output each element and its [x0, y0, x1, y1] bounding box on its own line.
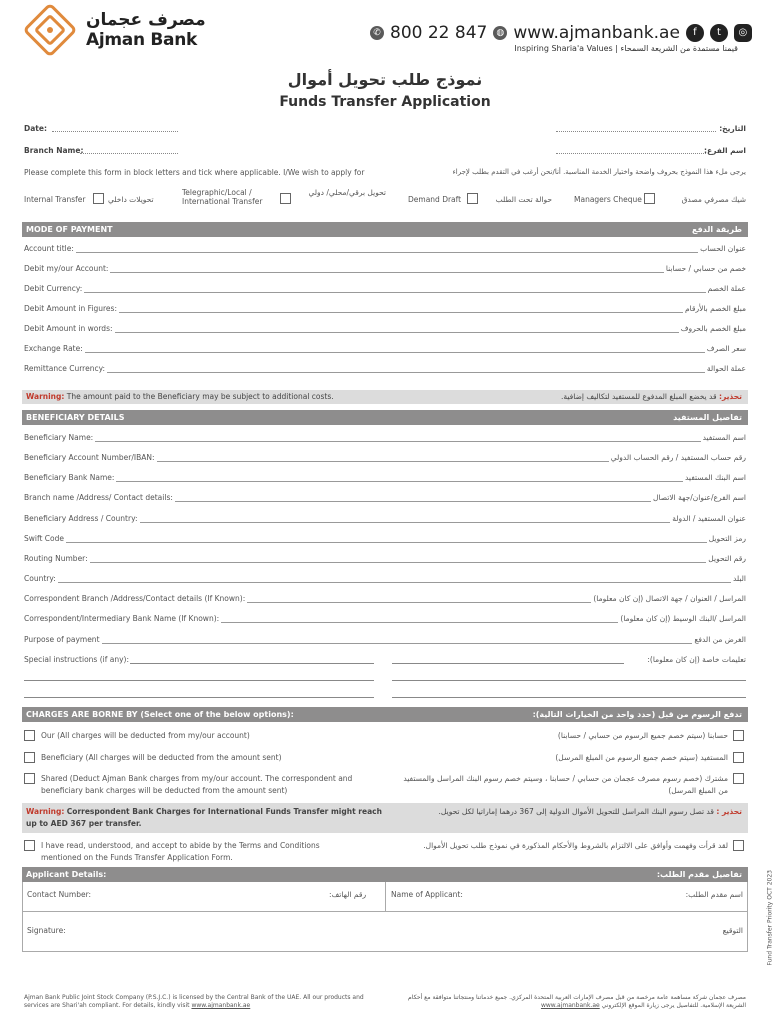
- facebook-icon[interactable]: f: [686, 24, 704, 42]
- charge-shared-label-ar: مشترك (خصم رسوم مصرف عجمان من حسابي / حسابنا ، وسيتم خصم رسوم البنك المراسل والمستفيد من المبلغ المرسل): [403, 774, 728, 795]
- phone-icon: ✆: [370, 26, 384, 40]
- option-cheque-label-ar: شيك مصرفي مصدق: [681, 195, 746, 204]
- special-instructions-label-ar: تعليمات خاصة (إن كان معلوما):: [647, 655, 746, 664]
- option-draft-label: Demand Draft: [408, 195, 462, 204]
- branch-field-ar[interactable]: [556, 146, 706, 154]
- instruction-en: Please complete this form in block letters and tick where applicable. I/We wish to apply for: [24, 168, 365, 177]
- field-beneficiary-address[interactable]: Beneficiary Address / Country: عنوان المستفيد / الدولة: [24, 514, 746, 523]
- field-remittance-currency[interactable]: Remittance Currency: عملة الحوالة: [24, 364, 746, 373]
- special-instructions-line-ar-1[interactable]: [392, 663, 624, 664]
- instagram-icon[interactable]: ◎: [734, 24, 752, 42]
- footer-en: Ajman Bank Public Joint Stock Company (P.S.J.C.) is licensed by the Central Bank of the UAE. All our products and services are Shari'ah compliant. For details, kindly visit www.ajmanbank.ae: [24, 994, 364, 1009]
- consent-label: I have read, understood, and accept to abide by the Terms and Conditions mentioned on the Funds Transfer Application Form.: [41, 841, 320, 862]
- signature-row[interactable]: [22, 912, 748, 952]
- logo-arabic: مصرف عجمان: [86, 10, 206, 30]
- twitter-icon[interactable]: t: [710, 24, 728, 42]
- consent-checkbox-ar[interactable]: [733, 840, 744, 851]
- charge-our-checkbox-ar[interactable]: [733, 730, 744, 741]
- consent-checkbox[interactable]: [24, 840, 35, 851]
- charge-beneficiary-checkbox[interactable]: [24, 752, 35, 763]
- charges-warning: Warning: Correspondent Bank Charges for International Funds Transfer might reach up to AED 367 per transfer. تحذير : قد تصل رسوم البنك المراسل للتحويل الأموال الدولية إلى 367 درهما إماراتيا لكل تحويل.: [22, 803, 748, 833]
- logo-mark-icon: [20, 10, 80, 50]
- website-link[interactable]: www.ajmanbank.ae: [513, 23, 680, 43]
- field-country[interactable]: Country: البلد: [24, 574, 746, 583]
- applicant-name-label-ar: اسم مقدم الطلب:: [685, 890, 743, 899]
- signature-label: Signature:: [27, 926, 66, 935]
- field-beneficiary-iban[interactable]: Beneficiary Account Number/IBAN: رقم حساب المستفيد / رقم الحساب الدولي: [24, 453, 746, 462]
- special-instructions-line-ar-3[interactable]: [392, 697, 746, 698]
- field-beneficiary-name[interactable]: Beneficiary Name: اسم المستفيد: [24, 433, 746, 442]
- instruction-ar: يرجى ملء هذا النموذج بحروف واضحة واختيار الخدمة المناسبة. أنا/نحن أرغب في التقدم بطلب لإجراء: [452, 168, 746, 176]
- charge-shared-checkbox-ar[interactable]: [733, 773, 744, 784]
- charge-beneficiary-label-ar: المستفيد (سيتم خصم جميع الرسوم من المبلغ المرسل): [555, 753, 728, 762]
- special-instructions-label: Special instructions (if any):: [24, 655, 129, 664]
- special-instructions-line-1[interactable]: [130, 663, 374, 664]
- field-swift-code[interactable]: Swift Code رمز التحويل: [24, 534, 746, 543]
- date-field-ar[interactable]: [556, 124, 716, 132]
- footer-link-ar[interactable]: www.ajmanbank.ae: [540, 1002, 600, 1009]
- field-purpose[interactable]: Purpose of payment الغرض من الدفع: [24, 635, 746, 644]
- option-telegraphic-checkbox[interactable]: [280, 193, 291, 204]
- special-instructions-line-ar-2[interactable]: [392, 680, 746, 681]
- option-internal-label-ar: تحويلات داخلي: [108, 195, 154, 204]
- option-internal-label: Internal Transfer: [24, 195, 86, 204]
- charge-our-label-ar: حسابنا (سيتم خصم جميع الرسوم من حسابي / حسابنا): [557, 731, 728, 740]
- phone-number[interactable]: 800 22 847: [390, 23, 488, 43]
- applicant-contact-row: [22, 882, 748, 912]
- footer-ar: مصرف عجمان شركة مساهمة عامة مرخصة من قبل مصرف الإمارات العربية المتحدة المركزي. جميع خدماتنا ومنتجاتنا متوافقة مع أحكام الشريعة الإسلامية. للتفاصيل يرجى زيارة الموقع الإلكتروني www.ajmanbank.ae: [408, 994, 746, 1009]
- signature-label-ar: التوقيع: [722, 926, 743, 935]
- charge-our-checkbox[interactable]: [24, 730, 35, 741]
- option-draft-checkbox[interactable]: [467, 193, 478, 204]
- date-label-ar: التاريخ:: [719, 124, 746, 133]
- charge-beneficiary-label: Beneficiary (All charges will be deducted from the amount sent): [41, 753, 282, 762]
- date-label: Date:: [24, 124, 47, 133]
- special-instructions-line-2[interactable]: [24, 680, 374, 681]
- branch-field[interactable]: [80, 146, 178, 154]
- field-debit-currency[interactable]: Debit Currency: عملة الخصم: [24, 284, 746, 293]
- applicant-name-label: Name of Applicant:: [391, 890, 463, 899]
- field-correspondent-branch[interactable]: Correspondent Branch /Address/Contact details (If Known): المراسل / العنوان / جهة الاتصال (إن كان معلوما): [24, 594, 746, 603]
- option-telegraphic-label: Telegraphic/Local / International Transfer: [182, 188, 263, 206]
- logo-english: Ajman Bank: [86, 30, 198, 50]
- globe-icon: ◍: [493, 26, 507, 40]
- title-arabic: نموذج طلب تحويل أموال: [287, 70, 483, 89]
- mode-of-payment-header-ar: طريقة الدفع: [692, 225, 742, 234]
- side-version-text: Fund Transfer Priority OCT 2023: [766, 870, 773, 966]
- field-beneficiary-bank[interactable]: Beneficiary Bank Name: اسم البنك المستفيد: [24, 473, 746, 482]
- option-cheque-checkbox[interactable]: [644, 193, 655, 204]
- title-english: Funds Transfer Application: [279, 94, 491, 110]
- option-telegraphic-label-ar: تحويل برقي/محلي/ دولي: [308, 188, 386, 197]
- contact-number-label: Contact Number:: [27, 890, 92, 899]
- branch-label: Branch Name:: [24, 146, 84, 155]
- special-instructions-line-3[interactable]: [24, 697, 374, 698]
- field-routing-number[interactable]: Routing Number: رقم التحويل: [24, 554, 746, 563]
- logo: [10, 10, 220, 50]
- field-branch-address[interactable]: Branch name /Address/ Contact details: اسم الفرع/عنوان/جهة الاتصال: [24, 493, 746, 502]
- charge-shared-checkbox[interactable]: [24, 773, 35, 784]
- contact-strip: [370, 22, 752, 44]
- tagline: Inspiring Sharia'a Values | قيمنا مستمدة من الشريعة السمحاء: [514, 44, 738, 53]
- option-cheque-label: Managers Cheque: [574, 195, 642, 204]
- date-field[interactable]: [52, 124, 178, 132]
- charge-our-label: Our (All charges will be deducted from my/our account): [41, 731, 250, 740]
- option-draft-label-ar: حوالة تحت الطلب: [495, 195, 552, 204]
- mode-of-payment-header: MODE OF PAYMENT طريقة الدفع: [22, 222, 748, 237]
- field-debit-words[interactable]: Debit Amount in words: مبلغ الخصم بالحروف: [24, 324, 746, 333]
- charge-shared-label: Shared (Deduct Ajman Bank charges from my/our account. The correspondent and beneficiary bank charges will be deducted from the amount sent): [41, 774, 353, 795]
- charges-header: CHARGES ARE BORNE BY (Select one of the below options): تدفع الرسوم من قبل (حدد واحد من الخيارات التالية):: [22, 707, 748, 722]
- contact-number-label-ar: رقم الهاتف:: [329, 890, 367, 899]
- charge-beneficiary-checkbox-ar[interactable]: [733, 752, 744, 763]
- payment-warning: Warning: The amount paid to the Beneficiary may be subject to additional costs. تحذير: قد يخضع المبلغ المدفوع للمستفيد لتكاليف إضافية.: [22, 390, 748, 404]
- field-debit-figures[interactable]: Debit Amount in Figures: مبلغ الخصم بالأرقام: [24, 304, 746, 313]
- footer-link-en[interactable]: www.ajmanbank.ae: [191, 1002, 251, 1009]
- field-account-title[interactable]: Account title: عنوان الحساب: [24, 244, 746, 253]
- field-correspondent-bank[interactable]: Correspondent/Intermediary Bank Name (If Known): المراسل /البنك الوسيط (إن كان معلوما): [24, 614, 746, 623]
- applicant-header: Applicant Details: تفاصيل مقدم الطلب:: [22, 867, 748, 882]
- consent-label-ar: لقد قرأت وفهمت وأوافق على الالتزام بالشروط والأحكام المذكورة في نموذج طلب تحويل الأموال.: [423, 841, 728, 850]
- beneficiary-header: BENEFICIARY DETAILS تفاصيل المستفيد: [22, 410, 748, 425]
- field-debit-account[interactable]: Debit my/our Account: خصم من حسابي / حسابنا: [24, 264, 746, 273]
- branch-label-ar: اسم الفرع:: [703, 146, 746, 155]
- field-exchange-rate[interactable]: Exchange Rate: سعر الصرف: [24, 344, 746, 353]
- option-internal-checkbox[interactable]: [93, 193, 104, 204]
